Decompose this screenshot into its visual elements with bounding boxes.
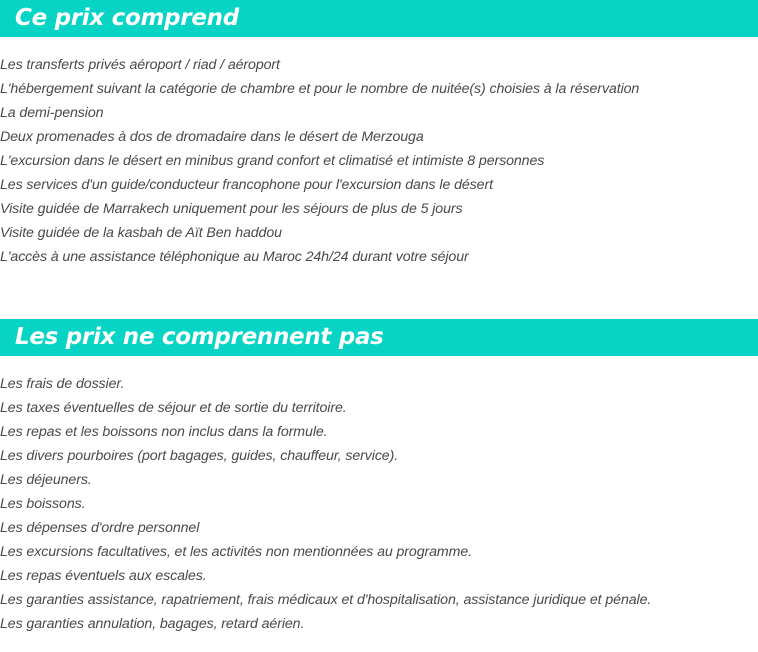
included-item: Visite guidée de la kasbah de Aït Ben haddou	[0, 225, 282, 241]
included-item: Les services d'un guide/conducteur francophone pour l'excursion dans le désert	[0, 177, 493, 193]
included-heading: Ce prix comprend	[0, 0, 758, 37]
excluded-item: Les garanties assistance, rapatriement, frais médicaux et d'hospitalisation, assistance juridique et pénale.	[0, 592, 652, 608]
excluded-item: Les frais de dossier.	[0, 376, 125, 392]
excluded-item: Les repas et les boissons non inclus dans la formule.	[0, 424, 328, 440]
excluded-item: Les garanties annulation, bagages, retard aérien.	[0, 616, 305, 632]
included-item: La demi-pension	[0, 105, 104, 121]
included-section	[0, 0, 758, 269]
excluded-heading: Les prix ne comprennent pas	[0, 319, 758, 356]
included-item: L'hébergement suivant la catégorie de chambre et pour le nombre de nuitée(s) choisies à la réservation	[0, 81, 640, 97]
excluded-item: Les boissons.	[0, 496, 86, 512]
included-item: Visite guidée de Marrakech uniquement pour les séjours de plus de 5 jours	[0, 201, 463, 217]
excluded-item: Les divers pourboires (port bagages, guides, chauffeur, service).	[0, 448, 399, 464]
included-list	[0, 53, 758, 269]
excluded-item: Les déjeuners.	[0, 472, 92, 488]
included-item: Les transferts privés aéroport / riad / aéroport	[0, 57, 280, 73]
included-item: Deux promenades à dos de dromadaire dans le désert de Merzouga	[0, 129, 424, 145]
excluded-item: Les taxes éventuelles de séjour et de sortie du territoire.	[0, 400, 347, 416]
excluded-item: Les repas éventuels aux escales.	[0, 568, 207, 584]
excluded-list	[0, 372, 758, 636]
excluded-section	[0, 319, 758, 636]
excluded-item: Les dépenses d'ordre personnel	[0, 520, 200, 536]
excluded-item: Les excursions facultatives, et les activités non mentionnées au programme.	[0, 544, 472, 560]
included-item: L'accès à une assistance téléphonique au Maroc 24h/24 durant votre séjour	[0, 249, 469, 265]
included-item: L'excursion dans le désert en minibus grand confort et climatisé et intimiste 8 personnes	[0, 153, 545, 169]
